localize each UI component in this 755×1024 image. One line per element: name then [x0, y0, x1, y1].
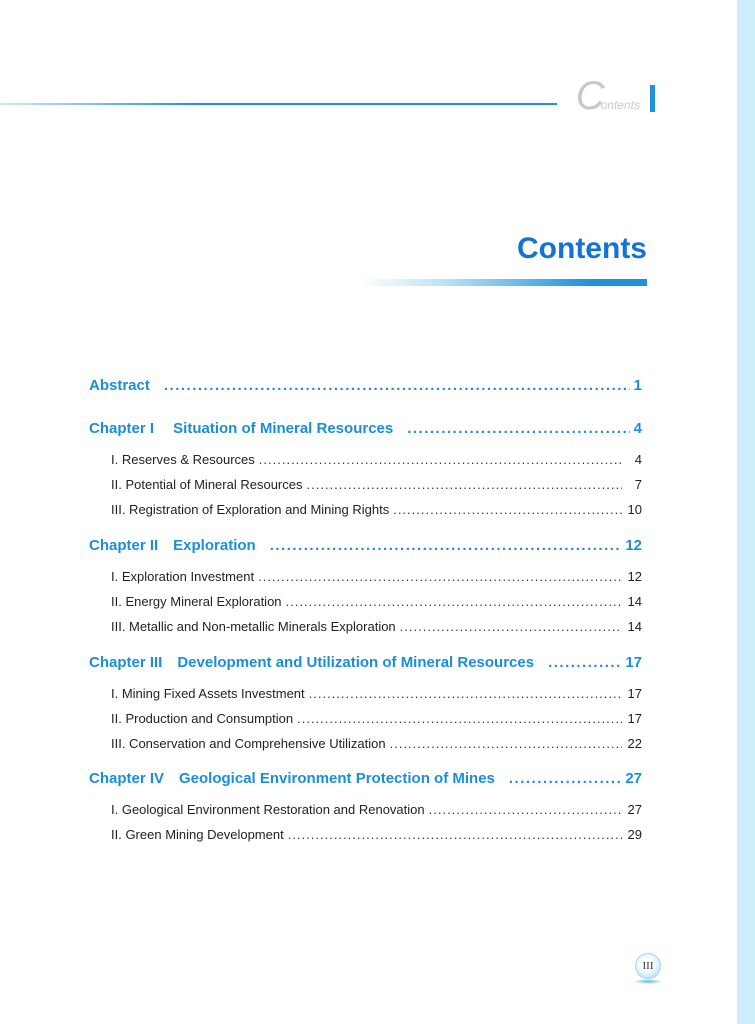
header-rule	[0, 103, 557, 105]
toc-page-number: 17	[627, 711, 642, 726]
toc-page-number: 7	[634, 477, 642, 492]
toc-leader-dots	[309, 686, 622, 701]
running-head-initial: C	[575, 74, 605, 118]
toc-leader-dots	[286, 594, 622, 609]
toc-entry-label: Chapter IV Geological Environment Protection of Mines	[89, 770, 495, 787]
decorative-side-strip	[737, 0, 755, 1024]
toc-section-entry[interactable]	[111, 594, 642, 609]
toc-entry-label: I. Mining Fixed Assets Investment	[111, 686, 305, 701]
toc-entry-label: III. Metallic and Non-metallic Minerals Exploration	[111, 619, 396, 634]
toc-page-number: 17	[625, 654, 642, 671]
toc-chapter-entry[interactable]	[89, 377, 642, 394]
running-head-rest: ontents	[600, 98, 640, 112]
toc-section-entry[interactable]	[111, 711, 642, 726]
toc-entry-label: II. Potential of Mineral Resources	[111, 477, 303, 492]
toc-section-entry[interactable]	[111, 502, 642, 517]
toc-section-entry[interactable]	[111, 827, 642, 842]
toc-entry-label: II. Production and Consumption	[111, 711, 294, 726]
toc-page-number: 1	[633, 377, 642, 394]
toc-entry-label: III. Registration of Exploration and Mining Rights	[111, 502, 390, 517]
toc-chapter-entry[interactable]	[89, 654, 642, 671]
toc-leader-dots	[258, 569, 622, 584]
toc-page-number: 14	[627, 619, 642, 634]
toc-page-number: 22	[627, 736, 642, 751]
toc-entry-label: I. Geological Environment Restoration and Renovation	[111, 802, 425, 817]
toc-entry-label: Abstract	[89, 377, 150, 394]
toc-leader-dots	[306, 477, 622, 492]
toc-section-entry[interactable]	[111, 477, 642, 492]
toc-section-entry[interactable]	[111, 736, 642, 751]
toc-entry-label: Chapter III Development and Utilization of Mineral Resources	[89, 654, 535, 671]
toc-leader-dots	[270, 537, 622, 554]
toc-page-number: 17	[627, 686, 642, 701]
toc-entry-label: I. Reserves & Resources	[111, 452, 255, 467]
toc-section-entry[interactable]	[111, 452, 642, 467]
header-accent-bar	[650, 85, 655, 112]
toc-leader-dots	[288, 827, 622, 842]
toc-entry-label: Chapter I Situation of Mineral Resources	[89, 420, 394, 437]
toc-leader-dots	[297, 711, 622, 726]
toc-page-number: 27	[627, 802, 642, 817]
toc-leader-dots	[164, 377, 630, 394]
toc-leader-dots	[400, 619, 622, 634]
page-title: Contents	[517, 232, 647, 265]
toc-entry-label: III. Conservation and Comprehensive Utilization	[111, 736, 386, 751]
toc-leader-dots	[429, 802, 622, 817]
title-underline	[360, 279, 647, 286]
toc-section-entry[interactable]	[111, 686, 642, 701]
toc-entry-label: Chapter II Exploration	[89, 537, 256, 554]
toc-section-entry[interactable]	[111, 619, 642, 634]
toc-chapter-entry[interactable]	[89, 537, 642, 554]
page-number-shadow	[634, 979, 662, 984]
toc-chapter-entry[interactable]	[89, 770, 642, 787]
toc-page-number: 4	[633, 420, 642, 437]
toc-page-number: 27	[625, 770, 642, 787]
toc-leader-dots	[259, 452, 622, 467]
toc-leader-dots	[407, 420, 629, 437]
page-number-badge: III	[635, 953, 661, 979]
toc-page-number: 12	[625, 537, 642, 554]
toc-leader-dots	[393, 502, 622, 517]
running-head	[576, 76, 640, 116]
toc-page-number: 10	[627, 502, 642, 517]
toc-leader-dots	[390, 736, 622, 751]
toc-page-number: 4	[634, 452, 642, 467]
toc-leader-dots	[509, 770, 621, 787]
toc-entry-label: I. Exploration Investment	[111, 569, 255, 584]
toc-page-number: 14	[627, 594, 642, 609]
toc-entry-label: II. Energy Mineral Exploration	[111, 594, 282, 609]
toc-section-entry[interactable]	[111, 569, 642, 584]
toc-entry-label: II. Green Mining Development	[111, 827, 284, 842]
toc-section-entry[interactable]	[111, 802, 642, 817]
toc-page-number: 12	[627, 569, 642, 584]
toc-leader-dots	[548, 654, 621, 671]
toc-chapter-entry[interactable]	[89, 420, 642, 437]
toc-page-number: 29	[627, 827, 642, 842]
